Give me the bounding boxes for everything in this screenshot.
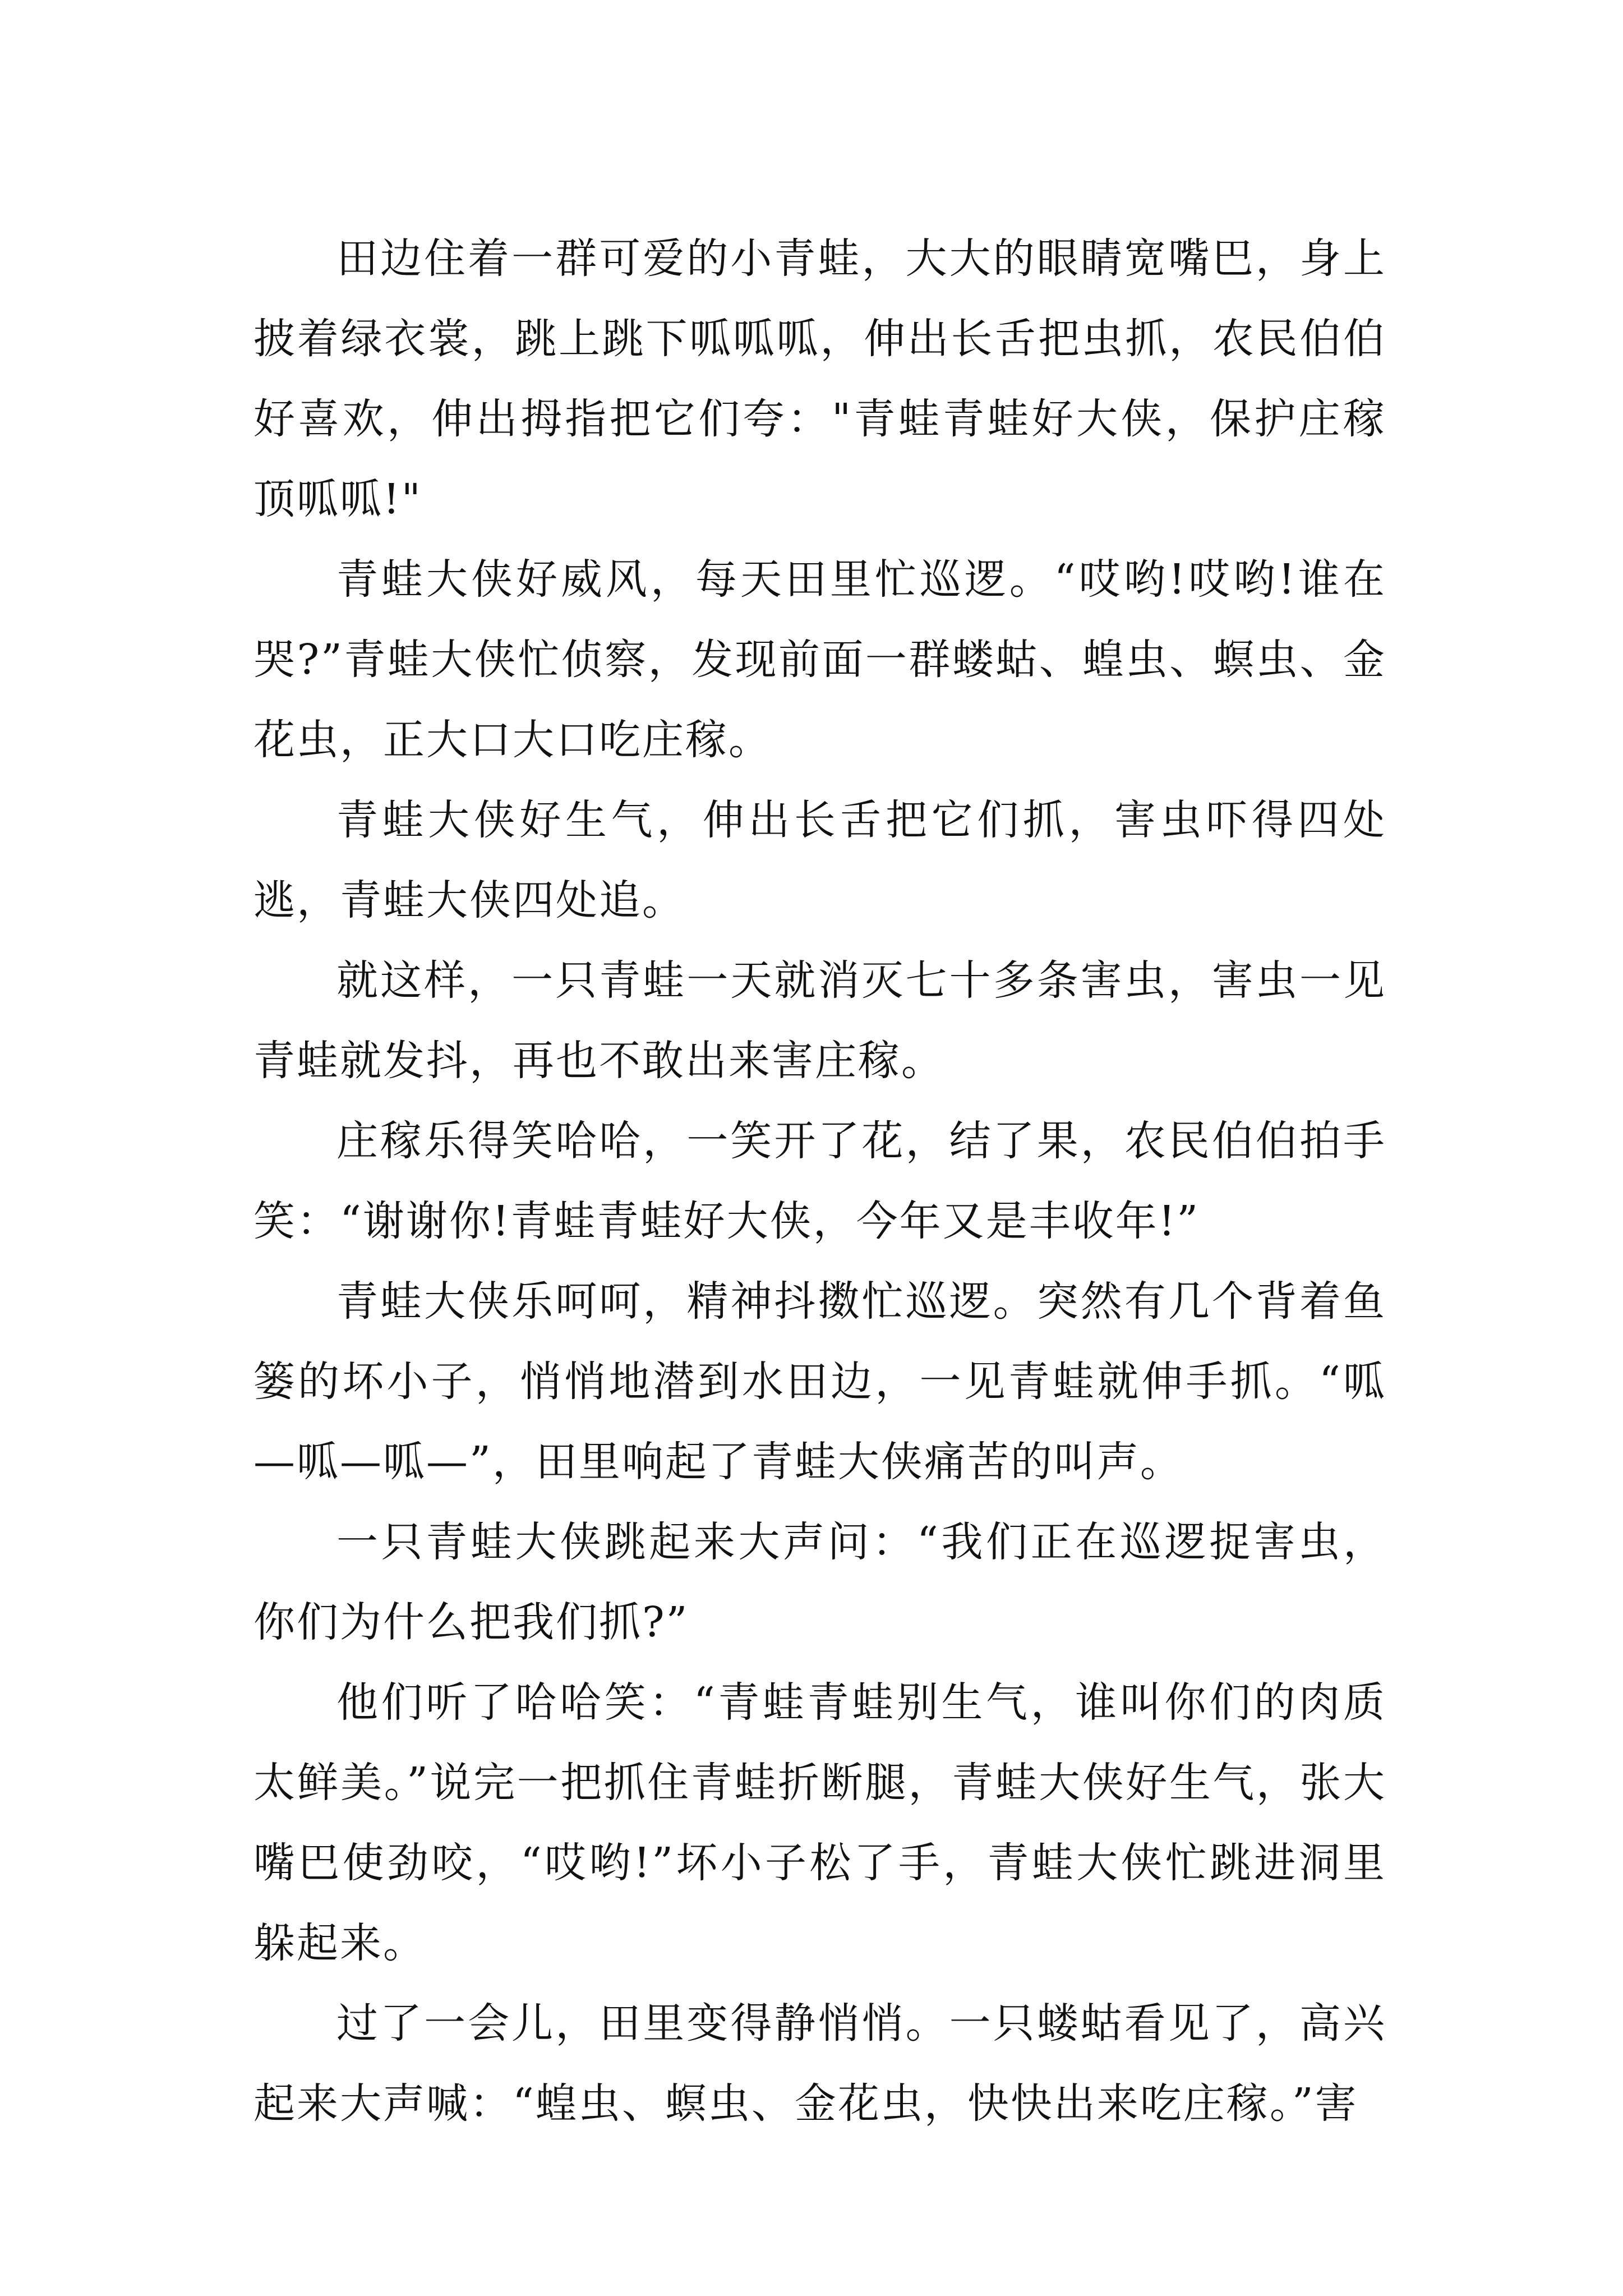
paragraph: 就这样，一只青蛙一天就消灭七十多条害虫，害虫一见青蛙就发抖，再也不敢出来害庄稼。	[253, 956, 1386, 1085]
paragraph: 庄稼乐得笑哈哈，一笑开了花，结了果，农民伯伯拍手笑：“谢谢你!青蛙青蛙好大侠，今年又是丰收年!”	[253, 1117, 1386, 1245]
paragraph: 田边住着一群可爱的小青蛙，大大的眼睛宽嘴巴，身上披着绿衣裳，跳上跳下呱呱呱，伸出长舌把虫抓，农民伯伯好喜欢，伸出拇指把它们夸："青蛙青蛙好大侠，保护庄稼顶呱呱!"	[253, 234, 1386, 523]
paragraph: 一只青蛙大侠跳起来大声问：“我们正在巡逻捉害虫，你们为什么把我们抓?”	[253, 1518, 1386, 1646]
paragraph: 他们听了哈哈笑：“青蛙青蛙别生气，谁叫你们的肉质太鲜美。”说完一把抓住青蛙折断腿，青蛙大侠好生气，张大嘴巴使劲咬，“哎哟!”坏小子松了手，青蛙大侠忙跳进洞里躲起来。	[253, 1678, 1386, 1967]
paragraph: 青蛙大侠好生气，伸出长舌把它们抓，害虫吓得四处逃，青蛙大侠四处追。	[253, 796, 1386, 924]
paragraph: 过了一会儿，田里变得静悄悄。一只蝼蛄看见了，高兴起来大声喊：“蝗虫、螟虫、金花虫，快快出来吃庄稼。”害	[253, 1999, 1386, 2128]
paragraph: 青蛙大侠好威风，每天田里忙巡逻。“哎哟!哎哟!谁在哭?”青蛙大侠忙侦察，发现前面一群蝼蛄、蝗虫、螟虫、金花虫，正大口大口吃庄稼。	[253, 555, 1386, 764]
paragraph: 青蛙大侠乐呵呵，精神抖擞忙巡逻。突然有几个背着鱼篓的坏小子，悄悄地潜到水田边，一见青蛙就伸手抓。“呱—呱—呱—”，田里响起了青蛙大侠痛苦的叫声。	[253, 1277, 1386, 1486]
story-text	[253, 219, 1386, 2144]
